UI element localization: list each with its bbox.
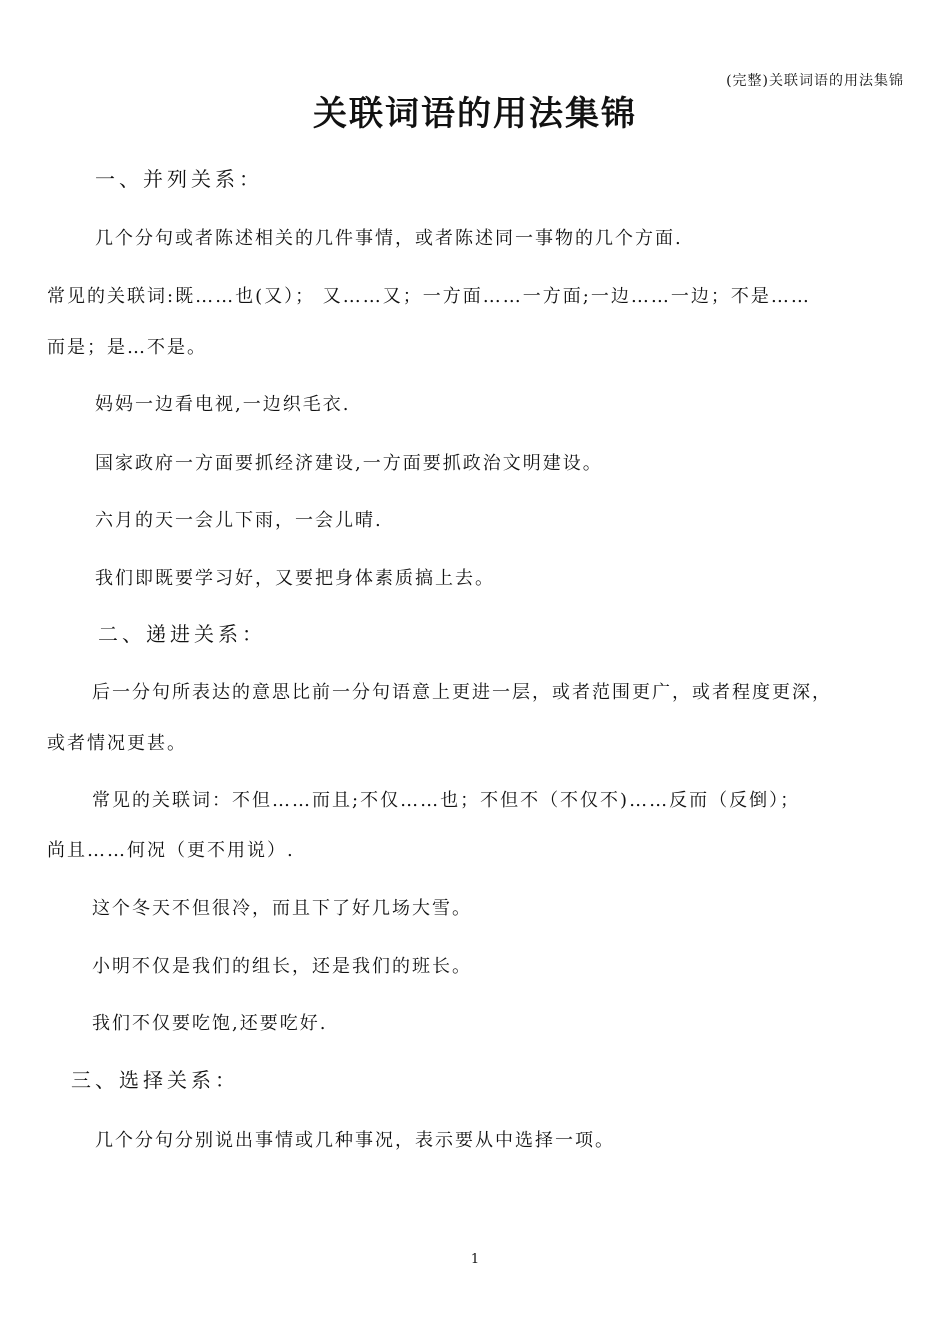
document-title: 关联词语的用法集锦 <box>313 94 637 134</box>
example-sentence: 六月的天一会儿下雨，一会儿晴. <box>95 510 383 531</box>
example-sentence: 小明不仅是我们的组长，还是我们的班长。 <box>92 956 472 977</box>
header-note: (完整)关联词语的用法集锦 <box>726 73 904 89</box>
page-number: 1 <box>470 1252 480 1267</box>
section-definition: 后一分句所表达的意思比前一分句语意上更进一层，或者范围更广，或者程度更深， <box>92 682 832 703</box>
common-words-line: 而是；是…不是。 <box>47 337 207 358</box>
example-sentence: 妈妈一边看电视,一边织毛衣. <box>95 394 351 415</box>
section-definition: 几个分句分别说出事情或几种事况，表示要从中选择一项。 <box>95 1130 615 1151</box>
common-words-line: 常见的关联词:既……也(又）； 又……又；一方面……一方面;一边……一边；不是…… <box>47 286 811 307</box>
example-sentence: 我们即既要学习好，又要把身体素质搞上去。 <box>95 568 495 589</box>
section-heading-choice: 三、选择关系： <box>71 1068 239 1092</box>
example-sentence: 这个冬天不但很冷，而且下了好几场大雪。 <box>92 898 472 919</box>
common-words-line: 常见的关联词：不但……而且;不仅……也；不但不（不仅不)……反而（反倒）； <box>92 790 801 811</box>
section-definition: 或者情况更甚。 <box>47 733 187 754</box>
section-heading-parallel: 一、并列关系： <box>95 167 263 191</box>
section-definition: 几个分句或者陈述相关的几件事情，或者陈述同一事物的几个方面. <box>95 228 683 249</box>
example-sentence: 我们不仅要吃饱,还要吃好. <box>92 1013 328 1034</box>
section-heading-progressive: 二、递进关系： <box>98 622 266 646</box>
example-sentence: 国家政府一方面要抓经济建设,一方面要抓政治文明建设。 <box>95 453 603 474</box>
common-words-line: 尚且……何况（更不用说）. <box>47 840 295 861</box>
